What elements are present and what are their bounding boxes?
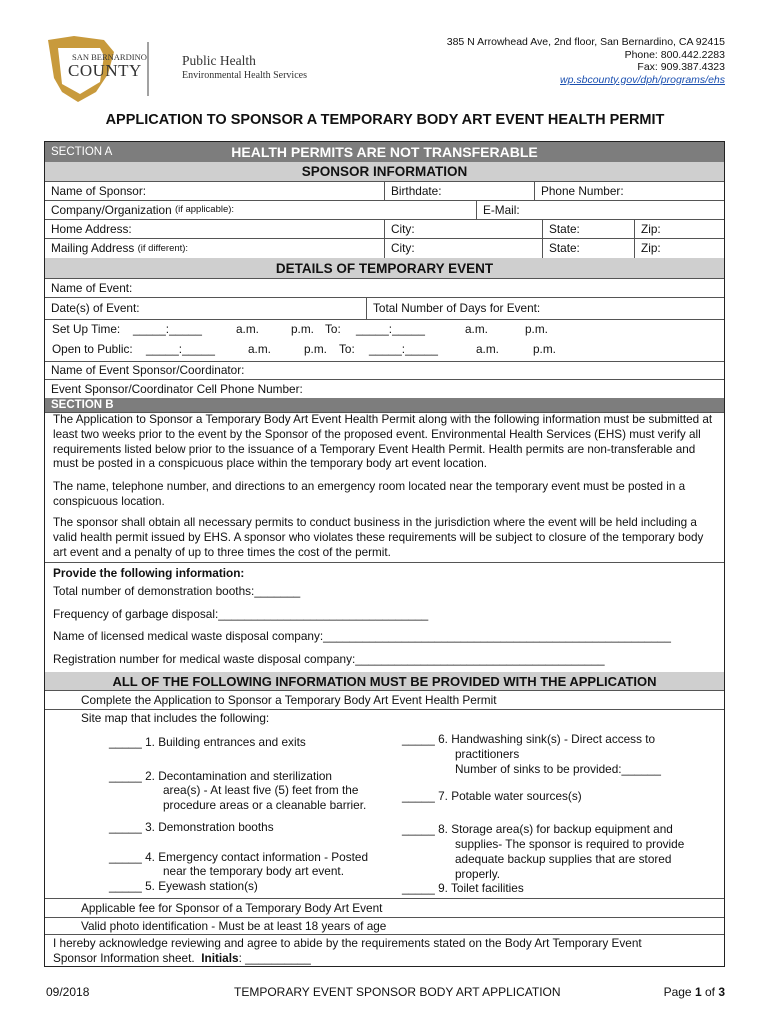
home-address-field[interactable]: Home Address: [51, 221, 132, 236]
booths-field[interactable]: Total number of demonstration booths:_______ [53, 584, 301, 598]
open-start-blank[interactable]: _____:_____ [146, 342, 215, 356]
mailing-state-field[interactable]: State: [549, 241, 580, 255]
paragraph-emergency-room: The name, telephone number, and directions to an emergency room located near the temporary event must be posted in a conspicuous location. [53, 480, 686, 508]
address-block [447, 36, 725, 86]
paragraph-requirements: The Application to Sponsor a Temporary Body Art Event Health Permit along with the following information must be submitted at least two weeks prior to the event by the Sponsor of the proposed event. Environmental Health Services (EHS) must verify all requirements listed below prior to the issuance of a Temporary Event Health Permit. Health permits are non-transferable and must be posted in a conspicuous place within the temporary body art event location. [53, 413, 713, 471]
item-emergency-contact[interactable]: _____ 4. Emergency contact information - Posted [109, 850, 369, 864]
fee-row [45, 898, 724, 918]
paragraph-permits: The sponsor shall obtain all necessary permits to conduct business in the jurisdiction where the event will be held including a valid health permit issued by EHS. A sponsor who violates these requirements will be subject to closure of the temporary body art event and a penalty of up to three times the cost of the permit. [53, 516, 704, 559]
setup-end-am[interactable]: a.m. [465, 322, 488, 336]
site-map-label: Site map that includes the following: [81, 711, 270, 725]
setup-start-blank[interactable]: _____:_____ [133, 322, 202, 336]
item-storage-line3: adequate backup supplies that are stored [455, 852, 672, 866]
open-end-blank[interactable]: _____:_____ [369, 342, 438, 356]
acknowledgement-row [45, 934, 724, 967]
page-total: 3 [718, 985, 725, 999]
item-decontamination-line3: procedure areas or a cleanable barrier. [163, 798, 367, 812]
event-details-title: DETAILS OF TEMPORARY EVENT [275, 260, 494, 276]
if-different-note: (if different): [137, 242, 189, 254]
home-state-field[interactable]: State: [549, 221, 580, 236]
initials-label: Initials [201, 951, 239, 965]
logo-top-text: SAN BERNARDINO [72, 52, 147, 62]
home-zip-field[interactable]: Zip: [641, 221, 661, 236]
item-handwashing-line2: practitioners [455, 747, 520, 761]
coordinator-phone-row [45, 379, 724, 399]
home-city-field[interactable]: City: [391, 221, 415, 236]
complete-app-item[interactable]: Complete the Application to Sponsor a Temporary Body Art Event Health Permit [81, 692, 497, 707]
event-times-row [45, 319, 724, 362]
mailing-address-label: Mailing Address [51, 241, 135, 255]
site-map-block [45, 709, 724, 899]
name-of-event-field[interactable]: Name of Event: [51, 280, 133, 295]
dept-sub: Environmental Health Services [182, 70, 307, 81]
coordinator-phone-field[interactable]: Event Sponsor/Coordinator Cell Phone Number: [51, 381, 303, 396]
setup-end-pm[interactable]: p.m. [525, 322, 548, 336]
setup-start-am[interactable]: a.m. [236, 322, 259, 336]
phone-line: Phone: 800.442.2283 [624, 48, 725, 61]
name-of-sponsor-field[interactable]: Name of Sponsor: [51, 183, 147, 198]
company-row [45, 200, 724, 220]
complete-app-row [45, 690, 724, 710]
mailing-address-row [45, 238, 724, 259]
item-storage-line2: supplies- The sponsor is required to provide [455, 837, 685, 851]
acknowledgement-text: Sponsor Information sheet. [53, 951, 195, 965]
logo-county-text: COUNTY [68, 61, 142, 80]
event-dates-row [45, 297, 724, 320]
fee-item[interactable]: Applicable fee for Sponsor of a Temporary Body Art Event [81, 900, 383, 915]
open-public-label: Open to Public: [52, 342, 133, 356]
item-building-entrances[interactable]: _____ 1. Building entrances and exits [109, 735, 306, 749]
coordinator-name-field[interactable]: Name of Event Sponsor/Coordinator: [51, 363, 245, 377]
birthdate-field[interactable]: Birthdate: [391, 183, 442, 198]
open-end-am[interactable]: a.m. [476, 342, 499, 356]
mailing-city-field[interactable]: City: [391, 241, 415, 255]
company-label: Company/Organization [51, 202, 172, 217]
open-end-pm[interactable]: p.m. [533, 342, 556, 356]
dates-of-event-field[interactable]: Date(s) of Event: [51, 301, 140, 315]
item-storage-area[interactable]: _____ 8. Storage area(s) for backup equipment and [402, 822, 673, 836]
item-storage-line4: properly. [455, 867, 501, 881]
item-decontamination[interactable]: _____ 2. Decontamination and sterilization [109, 769, 332, 783]
email-field[interactable]: E-Mail: [483, 202, 520, 217]
footer-date: 09/2018 [46, 985, 90, 999]
item-toilet[interactable]: _____ 9. Toilet facilities [402, 881, 524, 895]
registration-field[interactable]: Registration number for medical waste disposal company:______________________________________ [53, 652, 605, 666]
mailing-zip-field[interactable]: Zip: [641, 241, 661, 255]
dept-name: Public Health [182, 53, 256, 68]
sponsor-info-header [45, 162, 724, 182]
home-address-row [45, 219, 724, 239]
setup-to-label: To: [325, 322, 341, 336]
item-handwashing[interactable]: _____ 6. Handwashing sink(s) - Direct access to [402, 732, 656, 746]
item-decontamination-line2: area(s) - At least five (5) feet from the [163, 783, 359, 797]
acknowledgement-line1: I hereby acknowledge reviewing and agree to abide by the requirements stated on the Body Art Temporary Event [53, 936, 642, 950]
if-applicable-note: (if applicable): [174, 204, 235, 215]
event-name-row [45, 278, 724, 298]
page-number: 1 [694, 985, 702, 999]
acknowledgement-line2 [53, 951, 311, 966]
county-logo [44, 34, 334, 104]
sponsor-name-row [45, 181, 724, 201]
initials-field[interactable]: : __________ [238, 951, 311, 965]
section-b-bar [45, 398, 724, 413]
open-start-pm[interactable]: p.m. [304, 342, 327, 356]
coordinator-row [45, 361, 724, 380]
fax-line: Fax: 909.387.4323 [637, 61, 725, 73]
garbage-field[interactable]: Frequency of garbage disposal:________________________________ [53, 607, 429, 621]
address-line: 385 N Arrowhead Ave, 2nd floor, San Bernardino, CA 92415 [446, 36, 725, 48]
photo-id-item[interactable]: Valid photo identification - Must be at least 18 years of age [81, 918, 387, 933]
not-transferable-banner: HEALTH PERMITS ARE NOT TRANSFERABLE [231, 144, 538, 160]
section-a-label: SECTION A [51, 146, 113, 158]
setup-start-pm[interactable]: p.m. [291, 322, 314, 336]
section-b-label: SECTION B [51, 399, 114, 411]
open-to-label: To: [339, 342, 355, 356]
item-sinks-number[interactable]: Number of sinks to be provided:______ [455, 762, 661, 776]
provide-info-header: Provide the following information: [53, 566, 245, 580]
website-link[interactable]: wp.sbcounty.gov/dph/programs/ehs [560, 73, 725, 86]
item-emergency-contact-line2: near the temporary body art event. [163, 864, 344, 878]
waste-company-field[interactable]: Name of licensed medical waste disposal company:_____________________________________________________ [53, 629, 671, 643]
footer-doc-name: TEMPORARY EVENT SPONSOR BODY ART APPLICATION [234, 985, 561, 999]
all-info-header [45, 672, 724, 691]
page-title: APPLICATION TO SPONSOR A TEMPORARY BODY ART EVENT HEALTH PERMIT [105, 112, 665, 128]
phone-number-field[interactable]: Phone Number: [541, 183, 624, 198]
application-form [44, 141, 725, 967]
provide-info-block [45, 562, 724, 673]
all-info-banner: ALL OF THE FOLLOWING INFORMATION MUST BE PROVIDED WITH THE APPLICATION [112, 673, 657, 689]
mailing-address-field[interactable] [45, 238, 188, 258]
section-b-text [45, 412, 724, 563]
section-a-bar [45, 142, 724, 163]
setup-time-label: Set Up Time: [52, 322, 121, 336]
item-potable-water[interactable]: _____ 7. Potable water sources(s) [402, 789, 582, 803]
page-prefix: Page [663, 985, 695, 999]
footer-page [664, 985, 725, 999]
item-demonstration-booths[interactable]: _____ 3. Demonstration booths [109, 820, 274, 834]
sponsor-info-title: SPONSOR INFORMATION [301, 164, 468, 179]
event-details-header [45, 258, 724, 279]
page-of: of [701, 985, 719, 999]
company-field[interactable] [45, 200, 234, 219]
setup-end-blank[interactable]: _____:_____ [356, 322, 425, 336]
item-eyewash[interactable]: _____ 5. Eyewash station(s) [109, 879, 258, 893]
open-start-am[interactable]: a.m. [248, 342, 271, 356]
total-days-field[interactable]: Total Number of Days for Event: [373, 301, 541, 315]
photo-id-row [45, 917, 724, 935]
